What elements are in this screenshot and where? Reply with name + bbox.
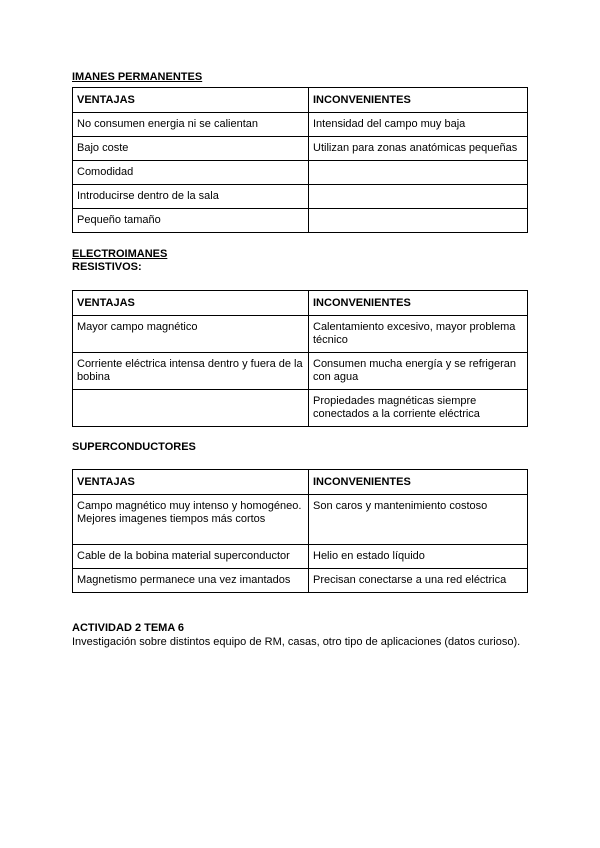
cell-inconveniente: Calentamiento excesivo, mayor problema técnico (309, 316, 528, 353)
cell-ventaja: Campo magnético muy intenso y homogéneo. Mejores imagenes tiempos más cortos (73, 495, 309, 545)
table-row (73, 185, 528, 209)
header-inconvenientes: INCONVENIENTES (309, 291, 528, 316)
table-row (73, 495, 528, 545)
table-row (73, 569, 528, 593)
cell-inconveniente: Helio en estado líquido (309, 545, 528, 569)
cell-inconveniente (309, 185, 528, 209)
table-row (73, 316, 528, 353)
table-superconductores (72, 469, 528, 593)
table-row (73, 545, 528, 569)
cell-ventaja: Pequeño tamaño (73, 209, 309, 233)
table-row (73, 137, 528, 161)
cell-ventaja: No consumen energia ni se calientan (73, 113, 309, 137)
table-row (73, 390, 528, 427)
cell-ventaja: Corriente eléctrica intensa dentro y fuera de la bobina (73, 353, 309, 390)
cell-inconveniente: Intensidad del campo muy baja (309, 113, 528, 137)
table-header-row (73, 470, 528, 495)
cell-inconveniente: Son caros y mantenimiento costoso (309, 495, 528, 545)
cell-ventaja: Comodidad (73, 161, 309, 185)
cell-inconveniente: Precisan conectarse a una red eléctrica (309, 569, 528, 593)
table-resistivos (72, 290, 528, 427)
table-row (73, 209, 528, 233)
header-ventajas: VENTAJAS (73, 88, 309, 113)
table-header-row (73, 88, 528, 113)
cell-ventaja: Cable de la bobina material superconductor (73, 545, 309, 569)
cell-inconveniente: Propiedades magnéticas siempre conectados a la corriente eléctrica (309, 390, 528, 427)
table-row (73, 353, 528, 390)
header-inconvenientes: INCONVENIENTES (309, 88, 528, 113)
table-row (73, 161, 528, 185)
cell-ventaja: Mayor campo magnético (73, 316, 309, 353)
table-row (73, 113, 528, 137)
cell-ventaja (73, 390, 309, 427)
table-imanes-permanentes (72, 87, 528, 233)
cell-ventaja: Introducirse dentro de la sala (73, 185, 309, 209)
activity-title: ACTIVIDAD 2 TEMA 6 (72, 622, 185, 634)
activity-text: Investigación sobre distintos equipo de RM, casas, otro tipo de aplicaciones (datos curioso). (72, 636, 521, 648)
header-ventajas: VENTAJAS (73, 291, 309, 316)
table-header-row (73, 291, 528, 316)
section-subtitle-resistivos: RESISTIVOS: (72, 261, 142, 273)
header-inconvenientes: INCONVENIENTES (309, 470, 528, 495)
cell-ventaja: Bajo coste (73, 137, 309, 161)
cell-inconveniente (309, 209, 528, 233)
section-title-imanes-permanentes: IMANES PERMANENTES (72, 71, 203, 83)
cell-inconveniente: Consumen mucha energía y se refrigeran con agua (309, 353, 528, 390)
cell-inconveniente (309, 161, 528, 185)
cell-ventaja: Magnetismo permanece una vez imantados (73, 569, 309, 593)
section-title-electroimanes: ELECTROIMANES (72, 248, 168, 260)
section-title-superconductores: SUPERCONDUCTORES (72, 441, 196, 453)
cell-inconveniente: Utilizan para zonas anatómicas pequeñas (309, 137, 528, 161)
header-ventajas: VENTAJAS (73, 470, 309, 495)
